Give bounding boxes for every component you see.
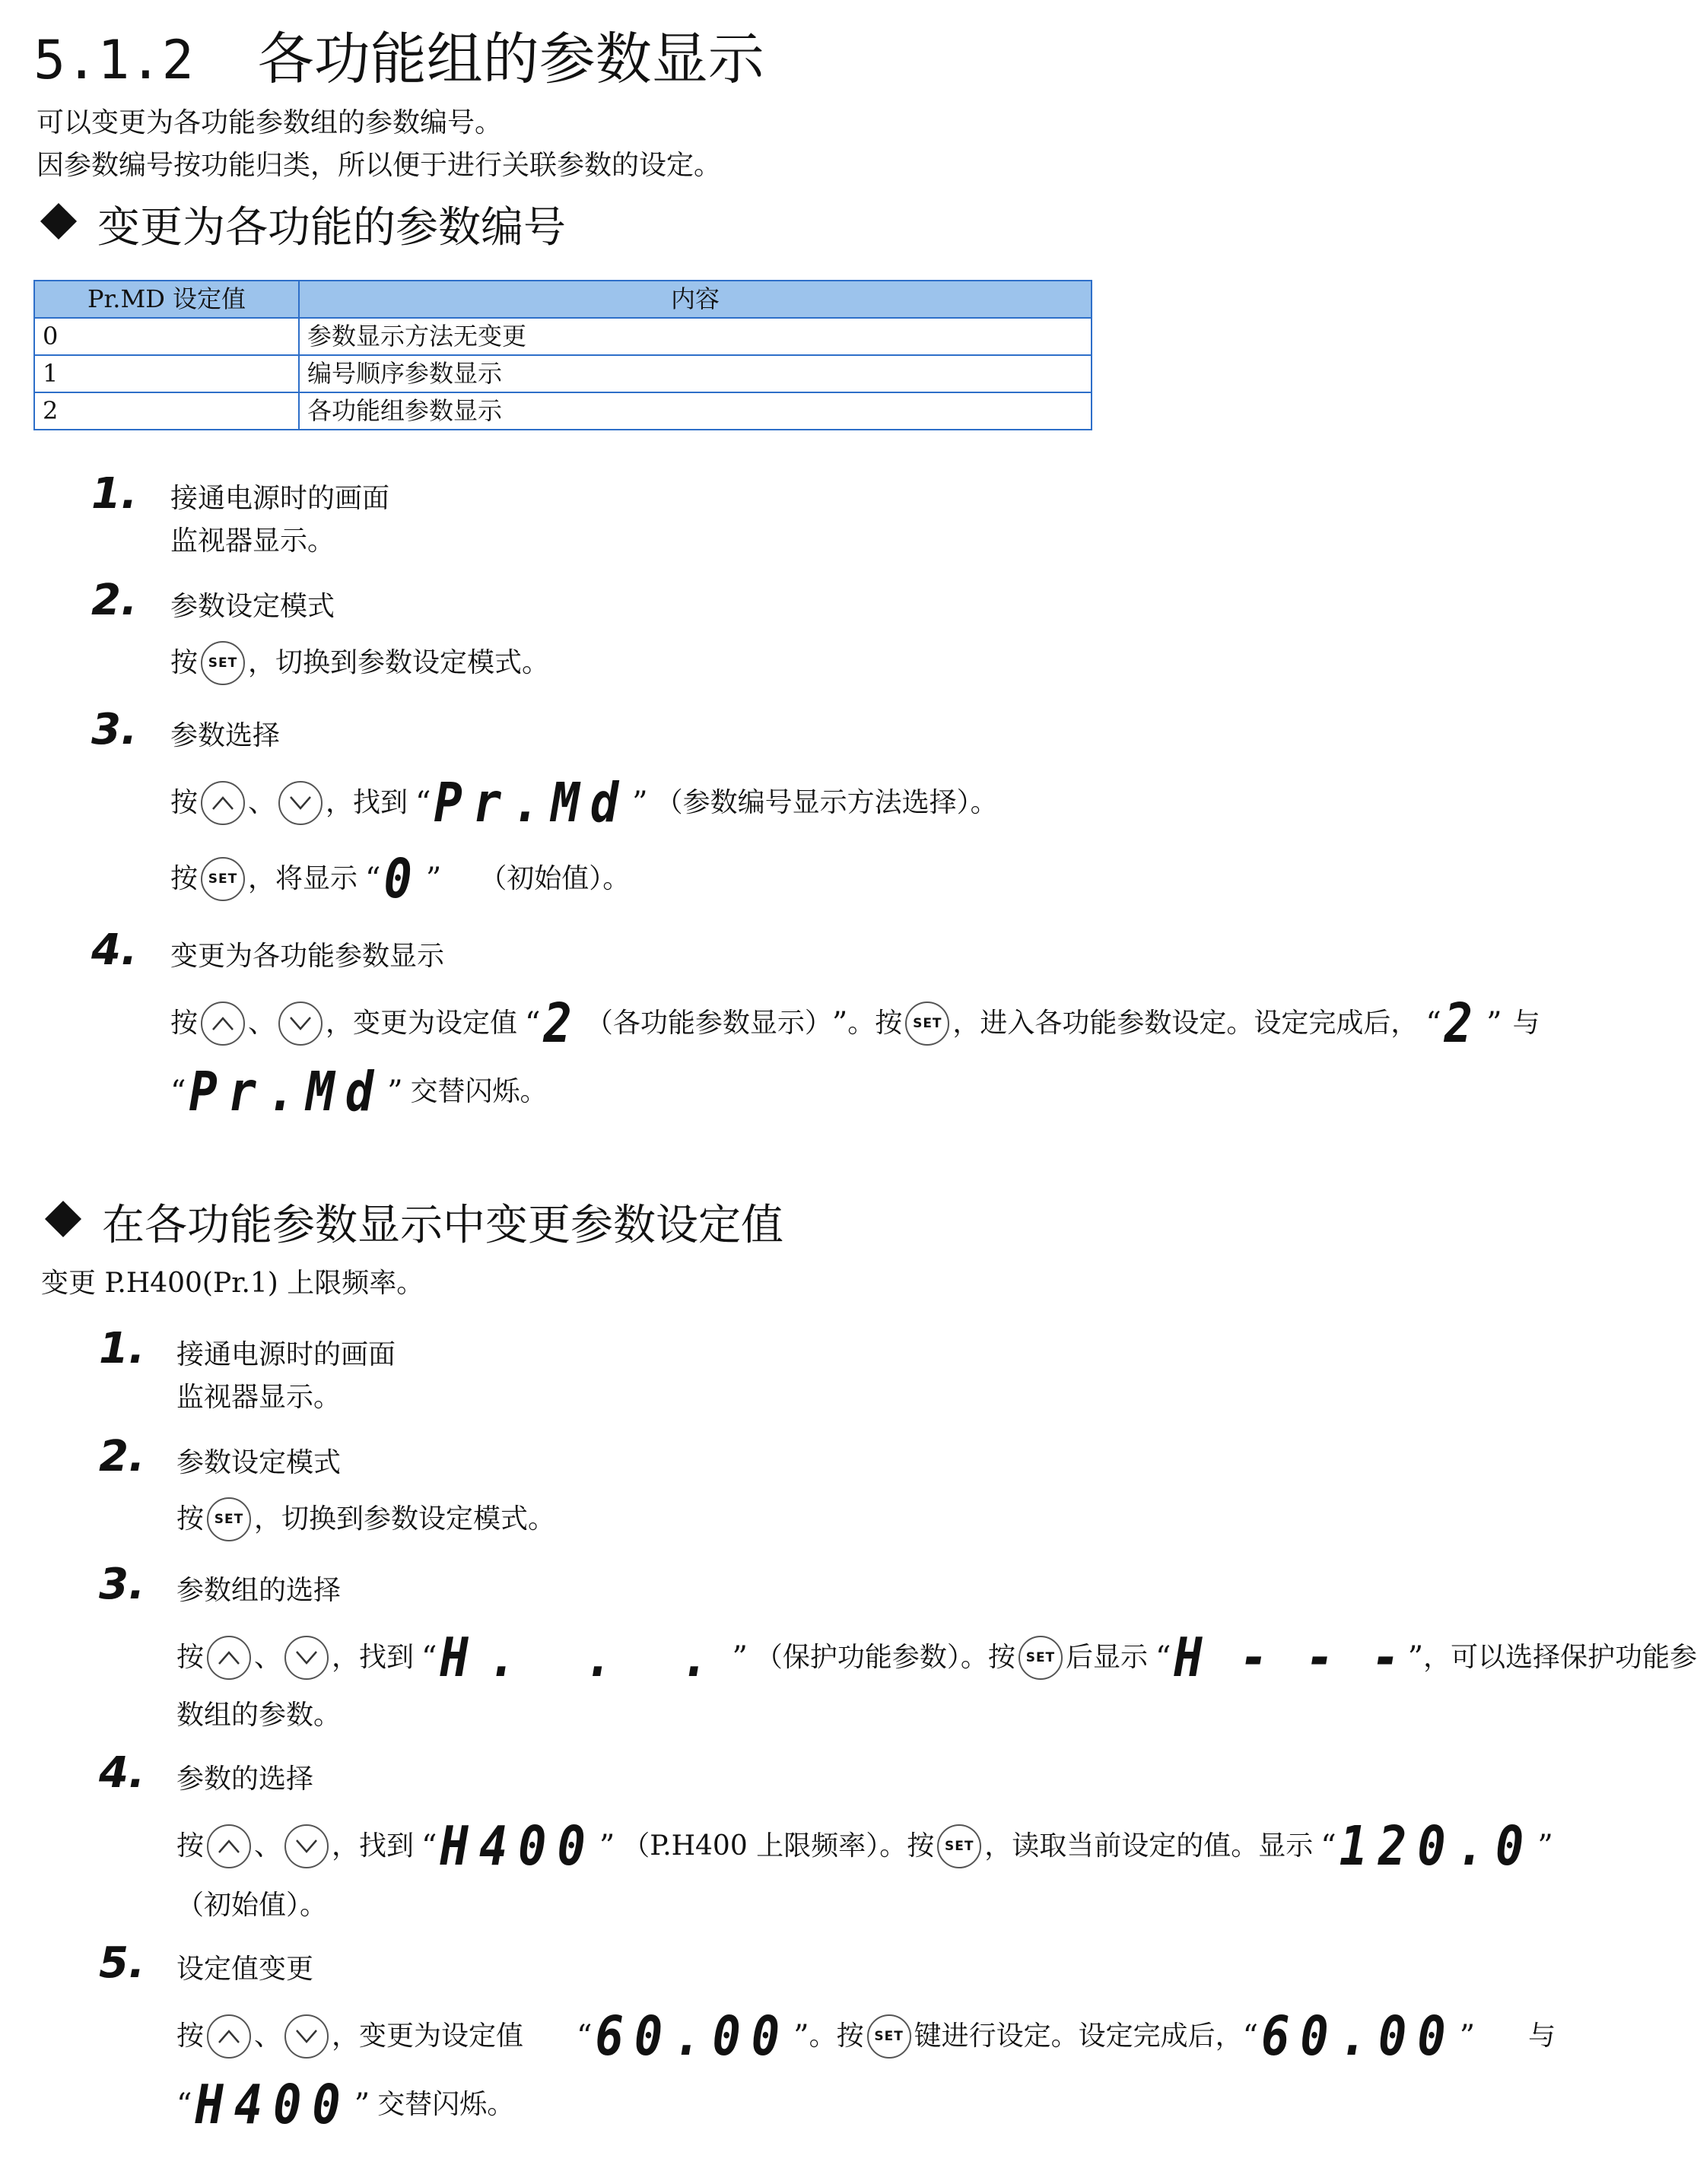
step-number: 1. xyxy=(99,1324,145,1373)
down-arrow-icon xyxy=(289,795,312,811)
set-button[interactable]: SET xyxy=(201,857,245,901)
lcd-display: Pr.Md xyxy=(189,1059,385,1124)
step-number: 2. xyxy=(99,1432,145,1481)
step-desc: 监视器显示。 xyxy=(176,1382,342,1413)
step-instruction: 按 、 ，找到 “ H400 ” （P.H400 上限频率）。按 SET ，读取当前设定的值。显示 “ 120.0 ” xyxy=(176,1814,1553,1878)
up-button[interactable] xyxy=(207,1636,251,1680)
set-button[interactable]: SET xyxy=(207,1497,251,1541)
lcd-display: 2 xyxy=(543,991,583,1055)
lcd-display: 0 xyxy=(383,846,423,911)
table-cell: 各功能组参数显示 xyxy=(299,392,1092,430)
section-heading-1: 变更为各功能的参数编号 xyxy=(37,199,566,257)
step-number: 3. xyxy=(91,705,138,754)
table-cell: 编号顺序参数显示 xyxy=(299,355,1092,392)
step-desc: 监视器显示。 xyxy=(170,525,335,557)
step-instruction: 按 、 ，找到 “ Pr.Md ” （参数编号显示方法选择）。 xyxy=(170,770,998,835)
section-heading-2: 在各功能参数显示中变更参数设定值 xyxy=(41,1197,783,1255)
step-instruction: 按 、 ，找到 “ H. . . ” （保护功能参数）。按 SET 后显示 “ H - - - ” ，可以选择保护功能参 xyxy=(176,1625,1697,1690)
down-arrow-icon xyxy=(295,1650,318,1665)
lcd-display: H400 xyxy=(195,2072,351,2137)
table-row xyxy=(34,392,1092,430)
diamond-bullet-icon xyxy=(45,1201,81,1237)
up-arrow-icon xyxy=(218,1839,240,1854)
table-header-row xyxy=(34,281,1092,318)
step-instruction-cont: 数组的参数。 xyxy=(176,1700,342,1731)
setting-table xyxy=(33,280,1092,430)
down-button[interactable] xyxy=(278,1002,323,1046)
set-button[interactable]: SET xyxy=(937,1824,981,1868)
step-instruction: 按 SET ，将显示 “ 0 ” （初始值）。 xyxy=(170,846,631,911)
lcd-display: 60.00 xyxy=(595,2004,791,2068)
step-instruction: 按 、 ，变更为设定值 “ 60.00 ” 。按 SET 键进行设定。设定完成后， “ 60.00 ” 与 xyxy=(176,2004,1556,2068)
set-button[interactable]: SET xyxy=(201,641,245,685)
table-row xyxy=(34,355,1092,392)
step-number: 4. xyxy=(99,1748,145,1798)
table-cell: 参数显示方法无变更 xyxy=(299,318,1092,355)
section-number: 5.1.2 xyxy=(33,29,194,91)
table-cell: 2 xyxy=(34,392,299,430)
up-arrow-icon xyxy=(211,795,234,811)
diamond-bullet-icon xyxy=(40,203,77,240)
lcd-display: H400 xyxy=(440,1814,596,1878)
down-arrow-icon xyxy=(295,2029,318,2044)
step-title: 参数设定模式 xyxy=(176,1447,342,1478)
step-number: 5. xyxy=(99,1938,145,1988)
step-instruction: “ H400 ” 交替闪烁。 xyxy=(176,2072,515,2137)
step-instruction-cont: （初始值）。 xyxy=(176,1890,328,1921)
step-number: 3. xyxy=(99,1560,145,1609)
table-header: Pr.MD 设定值 xyxy=(34,281,299,318)
intro-line-1: 可以变更为各功能参数组的参数编号。 xyxy=(37,107,503,138)
lcd-display: H - - - xyxy=(1174,1625,1405,1690)
section-sub: 变更 P.H400(Pr.1) 上限频率。 xyxy=(41,1268,424,1299)
step-title: 参数设定模式 xyxy=(170,591,335,622)
up-arrow-icon xyxy=(211,1016,234,1031)
intro-line-2: 因参数编号按功能归类，所以便于进行关联参数的设定。 xyxy=(37,150,722,181)
up-arrow-icon xyxy=(218,1650,240,1665)
up-arrow-icon xyxy=(218,2029,240,2044)
step-title: 接通电源时的画面 xyxy=(176,1339,396,1370)
down-button[interactable] xyxy=(278,781,323,825)
step-instruction: 按 SET ，切换到参数设定模式。 xyxy=(170,640,549,686)
set-button[interactable]: SET xyxy=(867,2014,911,2059)
step-instruction: 按 、 ，变更为设定值 “ 2 （各功能参数显示） ” 。按 SET ，进入各功能参数设定。设定完成后， “ 2 ” 与 xyxy=(170,991,1540,1055)
step-instruction: 按 SET ，切换到参数设定模式。 xyxy=(176,1497,555,1542)
table-cell: 1 xyxy=(34,355,299,392)
page-title xyxy=(33,23,764,97)
up-button[interactable] xyxy=(207,1824,251,1868)
set-button[interactable]: SET xyxy=(1019,1636,1063,1680)
table-header: 内容 xyxy=(299,281,1092,318)
up-button[interactable] xyxy=(201,1002,245,1046)
step-title: 变更为各功能参数显示 xyxy=(170,941,445,972)
step-instruction: “ Pr.Md ” 交替闪烁。 xyxy=(170,1059,548,1124)
section-title: 各功能组的参数显示 xyxy=(257,27,764,92)
lcd-display: 60.00 xyxy=(1261,2004,1457,2068)
step-title: 接通电源时的画面 xyxy=(170,483,390,514)
down-arrow-icon xyxy=(289,1016,312,1031)
step-title: 参数组的选择 xyxy=(176,1575,342,1606)
lcd-display: 120.0 xyxy=(1339,1814,1535,1878)
step-number: 2. xyxy=(91,576,138,625)
lcd-display: H. . . xyxy=(440,1625,729,1690)
down-button[interactable] xyxy=(284,1636,329,1680)
up-button[interactable] xyxy=(201,781,245,825)
up-button[interactable] xyxy=(207,2014,251,2059)
step-title: 参数的选择 xyxy=(176,1763,314,1795)
step-number: 4. xyxy=(91,925,138,975)
table-cell: 0 xyxy=(34,318,299,355)
step-title: 参数选择 xyxy=(170,720,281,751)
down-button[interactable] xyxy=(284,1824,329,1868)
set-button[interactable]: SET xyxy=(905,1002,949,1046)
step-number: 1. xyxy=(91,469,138,519)
down-button[interactable] xyxy=(284,2014,329,2059)
step-title: 设定值变更 xyxy=(176,1954,314,1985)
lcd-display: 2 xyxy=(1444,991,1484,1055)
table-row xyxy=(34,318,1092,355)
lcd-display: Pr.Md xyxy=(434,770,630,835)
down-arrow-icon xyxy=(295,1839,318,1854)
